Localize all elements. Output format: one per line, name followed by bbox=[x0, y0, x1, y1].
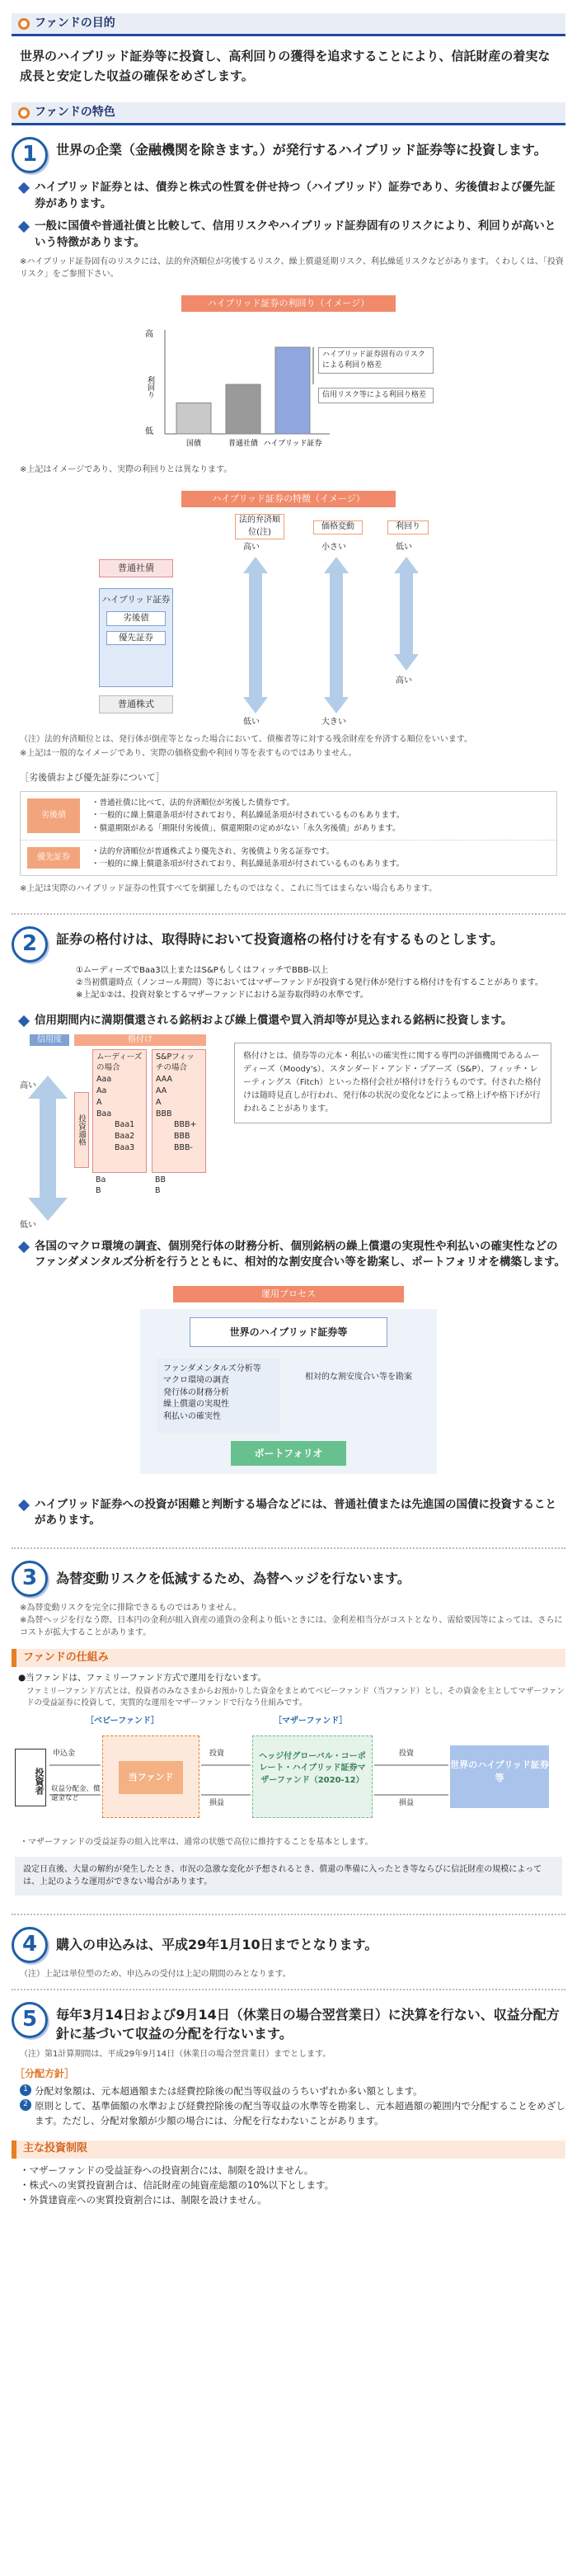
investor-box: 投資者 bbox=[15, 1749, 46, 1806]
feature-2-heading bbox=[12, 926, 565, 963]
list-item: ・法的弁済順位が普通株式より優先され、劣後債より劣る証券です。 bbox=[91, 846, 335, 856]
process-diagram bbox=[140, 1309, 437, 1491]
rating-value: B bbox=[155, 1186, 161, 1196]
arrow-label: 収益分配金、償還金など bbox=[51, 1784, 101, 1802]
rank-header-2: 価格変動 bbox=[313, 520, 363, 535]
feature-number: 3 bbox=[12, 1561, 48, 1597]
y-low-label: 低 bbox=[145, 427, 153, 437]
rating-value: BBB bbox=[174, 1132, 190, 1142]
rating-value: Ba bbox=[96, 1175, 106, 1184]
sp-column bbox=[152, 1049, 206, 1173]
rank-top-label: 高い bbox=[243, 543, 260, 553]
arrow-label: 申込金 bbox=[53, 1749, 76, 1758]
invest-label: 投資 bbox=[209, 1749, 225, 1758]
double-arrow-icon bbox=[324, 557, 349, 713]
y-axis-label: 利回り bbox=[146, 376, 154, 399]
divider bbox=[12, 1989, 565, 1990]
feature-number: 4 bbox=[12, 1927, 48, 1963]
feature-number: 1 bbox=[12, 137, 48, 173]
feature-title: 世界の企業（金融機関を除きます。）が発行するハイブリッド証券等に投資します。 bbox=[56, 142, 547, 158]
bullet bbox=[18, 1013, 565, 1029]
invest-label: 投資 bbox=[399, 1749, 415, 1758]
rating-value: B bbox=[96, 1186, 101, 1196]
process-item: 利払いの確実性 bbox=[163, 1411, 221, 1421]
rating-diagram bbox=[12, 1034, 565, 1232]
list-item: ・普通社債に比べて、法的弁済順位が劣後した債券です。 bbox=[91, 798, 295, 808]
feature-4-heading bbox=[12, 1927, 565, 1963]
policy-title: ［分配方針］ bbox=[15, 2068, 75, 2080]
rating-value: AA bbox=[156, 1085, 167, 1095]
policy-text: 原則として、基準価額の水準および経費控除後の配当等収益の水準等を勘案し、元本超過額の範囲内で分配することをめざします。ただし、分配対象額が少額の場合には、分配を行なわないことがあります。 bbox=[35, 2100, 565, 2127]
feature-number: 2 bbox=[12, 926, 48, 963]
feature-1-heading bbox=[12, 137, 565, 173]
hybrid-label: ハイブリッド証券 bbox=[101, 595, 171, 605]
double-arrow-icon bbox=[28, 1076, 68, 1221]
category-label: ハイブリッド証券 bbox=[263, 440, 322, 449]
rank-title-bar: ハイブリッド証券の特徴（イメージ） bbox=[181, 491, 396, 507]
note: ※為替ヘッジを行なう際、日本円の金利が組入資産の通貨の金利より低いときには、金利差相当分がコストとなり、需給要因等によっては、さらにコストが拡大することがあります。 bbox=[20, 1615, 563, 1637]
policy-item bbox=[20, 2084, 565, 2099]
box-row bbox=[21, 840, 556, 875]
annotation-2: 信用リスク等による利回り格差 bbox=[318, 388, 434, 416]
divider bbox=[12, 1914, 565, 1915]
bullet bbox=[18, 1239, 565, 1271]
box-row bbox=[21, 792, 556, 840]
sp-lower bbox=[155, 1175, 166, 1198]
rating-description: 格付けとは、債券等の元本・利払いの確実性に関する専門の評価機関であるムーディーズ（Moody's）、スタンダード・アンド・プアーズ（S&P）、フィッチ・レーティングス（Fitch）といった格付会社が格付けを行うものです。付された格付けは随時見直しが行われ、発行体の状況の変化などによって格上げや格下げが行われることがあります。 bbox=[234, 1043, 551, 1123]
yield-chart bbox=[124, 318, 453, 459]
investment-grade-label: 投資適格 bbox=[74, 1092, 89, 1168]
limits-title: 主な投資制限 bbox=[12, 2140, 565, 2159]
note: ※ハイブリッド証券固有のリスクには、法的弁済順位が劣後するリスク、繰上償還延期リスク、利払繰延リスクなどがあります。くわしくは、「投資リスク」をご参照下さい。 bbox=[20, 257, 564, 280]
rating-head-rating: 格付け bbox=[74, 1034, 206, 1047]
rating-value: BB bbox=[155, 1175, 167, 1184]
process-item: 繰上償還の実現性 bbox=[163, 1400, 229, 1410]
bar-0 bbox=[176, 403, 211, 435]
rating-value: A bbox=[156, 1097, 162, 1107]
note: ※為替変動リスクを完全に排除できるものではありません。 bbox=[20, 1603, 242, 1613]
rating-value: Baa3 bbox=[115, 1142, 135, 1152]
chart-note: ※上記はイメージであり、実際の利回りとは異なります。 bbox=[20, 465, 232, 475]
rating-value: A bbox=[96, 1097, 102, 1107]
list-item: ・償還期限がある「期限付劣後債」、償還期限の定めがない「永久劣後債」があります。 bbox=[91, 823, 401, 833]
double-arrow-icon bbox=[243, 557, 268, 713]
process-item: 発行体の財務分析 bbox=[163, 1387, 229, 1397]
rating-value: BBB bbox=[156, 1109, 172, 1118]
feature-number: 5 bbox=[12, 2002, 48, 2038]
motherfund-box: ヘッジ付グローバル・コーポレート・ハイブリッド証券マザーファンド（2020-12） bbox=[252, 1735, 373, 1818]
rating-arrow bbox=[23, 1074, 73, 1222]
moodys-column bbox=[92, 1049, 147, 1173]
diamond-icon bbox=[18, 182, 30, 194]
features-title: ファンドの特色 bbox=[35, 106, 115, 120]
box-note: ※上記は実際のハイブリッド証券の性質すべてを網羅したものではなく、これに当てはまらない場合もあります。 bbox=[20, 884, 438, 894]
box-row-label: 劣後債 bbox=[27, 798, 80, 833]
diamond-icon bbox=[18, 1015, 30, 1027]
scheme-desc: ファミリーファンド方式とは、投資者のみなさまからお預かりした資金をまとめてベビーファンド（当ファンド）とし、その資金を主としてマザーファンドの受益証券に投資して、実質的な運用をマザーファンドで行なう仕組みです。 bbox=[26, 1687, 565, 1707]
limit-item: ・外貨建資産への実質投資割合には、制限を設けません。 bbox=[20, 2193, 267, 2206]
process-left-title: ファンダメンタルズ分析等 bbox=[163, 1363, 261, 1373]
column-header: S&Pフィッチの場合 bbox=[156, 1052, 195, 1073]
bar-2 bbox=[275, 347, 310, 434]
moodys-lower bbox=[96, 1175, 106, 1198]
diamond-icon bbox=[18, 1241, 30, 1253]
policy-item bbox=[20, 2099, 565, 2129]
bullet-text: 各国のマクロ環境の調査、個別発行体の財務分析、個別銘柄の繰上償還の実現性や利払いの確実性などのファンダメンタルズ分析を行うとともに、相対的な割安度合い等を勘案し、ポートフォリオを構築します。 bbox=[35, 1239, 565, 1269]
y-high-label: 高 bbox=[145, 330, 153, 340]
rank-top-label: 低い bbox=[396, 543, 412, 553]
list-item: ・一般的に繰上償還条項が付されており、利払繰延条項が付されているものもあります。 bbox=[91, 859, 405, 869]
rating-value: Aa bbox=[96, 1085, 107, 1095]
limits-list bbox=[20, 2164, 565, 2207]
feature-title: 毎年3月14日および9月14日（休業日の場合翌営業日）に決算を行ない、収益分配方針に基づいて収益の分配を行ないます。 bbox=[56, 2006, 560, 2041]
list-item: ・一般的に繰上償還条項が付されており、利払繰延条項が付されているものもあります。 bbox=[91, 811, 405, 821]
column-header: ムーディーズの場合 bbox=[96, 1052, 143, 1073]
portfolio-box: ポートフォリオ bbox=[231, 1441, 346, 1466]
rank-bottom-label: 高い bbox=[396, 676, 412, 686]
subnote: ①ムーディーズでBaa3以上またはS&PもしくはフィッチでBBB-以上 bbox=[76, 966, 329, 976]
rating-value: Baa bbox=[96, 1109, 112, 1118]
preferred-box: 優先証券 bbox=[106, 631, 166, 645]
limit-item: ・マザーファンドの受益証券への投資割合には、制限を設けません。 bbox=[20, 2164, 314, 2176]
feature-3-heading bbox=[12, 1561, 565, 1597]
box-row-label: 優先証券 bbox=[27, 847, 80, 869]
bullet bbox=[18, 1497, 565, 1529]
category-label: 国債 bbox=[185, 440, 202, 449]
circle-icon bbox=[18, 107, 30, 119]
motherfund-label: ［マザーファンド］ bbox=[274, 1716, 348, 1726]
feature-5-heading bbox=[12, 2002, 565, 2043]
rank-header-3: 利回り bbox=[387, 520, 429, 535]
circle-icon bbox=[18, 18, 30, 30]
sub-debt-box: 劣後債 bbox=[106, 611, 166, 625]
rating-low: 低い bbox=[20, 1220, 36, 1230]
box-row-list bbox=[87, 792, 409, 840]
bullet-text: ハイブリッド証券への投資が困難と判断する場合などには、普通社債または先進国の国債に投資することがあります。 bbox=[35, 1497, 557, 1528]
babyfund-label: ［ベビーファンド］ bbox=[86, 1716, 159, 1726]
rank-bottom-label: 大きい bbox=[321, 718, 346, 728]
common-stock-box: 普通株式 bbox=[99, 695, 173, 713]
number-badge: 1 bbox=[20, 2084, 31, 2096]
rank-top-label: 小さい bbox=[321, 543, 346, 553]
features-header bbox=[12, 102, 565, 125]
feature-title: 証券の格付けは、取得時において投資適格の格付けを有するものとします。 bbox=[56, 931, 504, 948]
profit-label: 損益 bbox=[209, 1798, 225, 1807]
tofund-box: 当ファンド bbox=[119, 1761, 183, 1794]
rating-value: Baa1 bbox=[115, 1120, 135, 1130]
category-label: 普通社債 bbox=[228, 440, 259, 449]
scheme-note: ・マザーファンドの受益証券の組入比率は、通常の状態で高位に維持することを基本とします。 bbox=[20, 1837, 373, 1847]
rank-diagram bbox=[91, 514, 486, 728]
divider bbox=[12, 1547, 565, 1549]
feature-2-subnotes bbox=[76, 964, 565, 1001]
feature-title: 購入の申込みは、平成29年1月10日までとなります。 bbox=[56, 1936, 378, 1952]
annotation-1: ハイブリッド証券固有のリスクによる利回り格差 bbox=[318, 347, 434, 380]
feature-title: 為替変動リスクを低減するため、為替ヘッジを行ないます。 bbox=[56, 1570, 410, 1586]
purpose-header bbox=[12, 13, 565, 36]
subnote: ※上記①②は、投資対象とするマザーファンドにおける証券取得時の水準です。 bbox=[76, 991, 368, 1001]
box-row-list bbox=[87, 841, 409, 875]
divider bbox=[12, 913, 565, 915]
diamond-icon bbox=[18, 1500, 30, 1511]
process-title-bar: 運用プロセス bbox=[173, 1286, 404, 1302]
process-right-text: 相対的な割安度合い等を勘案 bbox=[305, 1372, 412, 1382]
bullet-text: 一般に国債や普通社債と比較して、信用リスクやハイブリッド証券固有のリスクにより、利回りが高いという特徴があります。 bbox=[35, 219, 556, 249]
policy-text: 分配対象額は、元本超過額または経費控除後の配当等収益のうちいずれか多い額とします。 bbox=[35, 2085, 423, 2098]
note: （注）上記は単位型のため、申込みの受付は上記の期間のみとなります。 bbox=[20, 1969, 291, 1979]
number-badge: 2 bbox=[20, 2099, 31, 2111]
note: （注）第1計算期間は、平成29年9月14日（休業日の場合翌営業日）までとします。 bbox=[20, 2050, 331, 2060]
purpose-text: 世界のハイブリッド証券等に投資し、高利回りの獲得を追求することにより、信託財産の着実な成長と安定した収益の確保をめざします。 bbox=[20, 49, 551, 83]
process-left-box bbox=[157, 1359, 280, 1433]
rating-value: BBB- bbox=[174, 1142, 193, 1152]
box-title: ［劣後債および優先証券について］ bbox=[20, 772, 165, 784]
rating-value: Baa2 bbox=[115, 1132, 135, 1142]
common-bond-box: 普通社債 bbox=[99, 559, 173, 577]
policy-list bbox=[20, 2084, 565, 2128]
subnote: ②当初償還時点（ノンコール期間）等においてはマザーファンドが投資する発行体が発行する格付けを有することがあります。 bbox=[76, 978, 543, 988]
bar-1 bbox=[226, 384, 260, 434]
info-box: 設定日直後、大量の解約が発生したとき、市況の急激な変化が予想されるとき、償還の準備に入ったとき等ならびに信託財産の規模によっては、上記のような運用ができない場合があります。 bbox=[15, 1857, 562, 1896]
yield-chart-svg bbox=[124, 318, 453, 459]
rank-header-1: 法的弁済順位(注) bbox=[235, 514, 284, 539]
rank-note: （注）法的弁済順位とは、発行体が倒産等となった場合において、債権者等に対する残余財産を弁済する順位をいいます。 bbox=[20, 735, 472, 745]
rating-value: Aaa bbox=[96, 1075, 112, 1085]
rating-high: 高い bbox=[20, 1081, 36, 1090]
hybrid-box bbox=[99, 588, 173, 687]
purpose-title: ファンドの目的 bbox=[35, 16, 115, 31]
bullet-text: ハイブリッド証券とは、債券と株式の性質を併せ持つ（ハイブリッド）証券であり、劣後債および優先証券があります。 bbox=[35, 181, 556, 210]
limit-item: ・株式への実質投資割合は、信託財産の純資産総額の10%以下とします。 bbox=[20, 2178, 335, 2191]
process-item: マクロ環境の調査 bbox=[163, 1376, 229, 1386]
double-arrow-icon bbox=[394, 557, 419, 671]
bullet bbox=[18, 180, 565, 212]
chart-title-bar: ハイブリッド証券の利回り（イメージ） bbox=[181, 295, 396, 312]
rank-note: ※上記は一般的なイメージであり、実際の価格変動や利回り等を表すものではありません。 bbox=[20, 749, 357, 759]
target-box: 世界のハイブリッド証券等 bbox=[450, 1745, 549, 1808]
rank-bottom-label: 低い bbox=[243, 718, 260, 728]
rating-head-credit: 信用度 bbox=[30, 1034, 69, 1047]
scheme-title: ファンドの仕組み bbox=[12, 1649, 565, 1667]
scheme-diagram bbox=[12, 1716, 565, 1831]
bullet-text: 信用期間内に満期償還される銘柄および繰上償還や買入消却等が見込まれる銘柄に投資します。 bbox=[35, 1014, 513, 1028]
sub-pref-box bbox=[20, 791, 557, 876]
scheme-lead: ●当ファンドは、ファミリーファンド方式で運用を行ないます。 bbox=[18, 1672, 267, 1683]
diamond-icon bbox=[18, 221, 30, 233]
profit-label: 損益 bbox=[399, 1798, 415, 1807]
rating-value: BBB+ bbox=[174, 1120, 197, 1130]
bullet bbox=[18, 219, 565, 251]
process-top-box: 世界のハイブリッド証券等 bbox=[190, 1317, 387, 1347]
rating-value: AAA bbox=[156, 1075, 173, 1085]
